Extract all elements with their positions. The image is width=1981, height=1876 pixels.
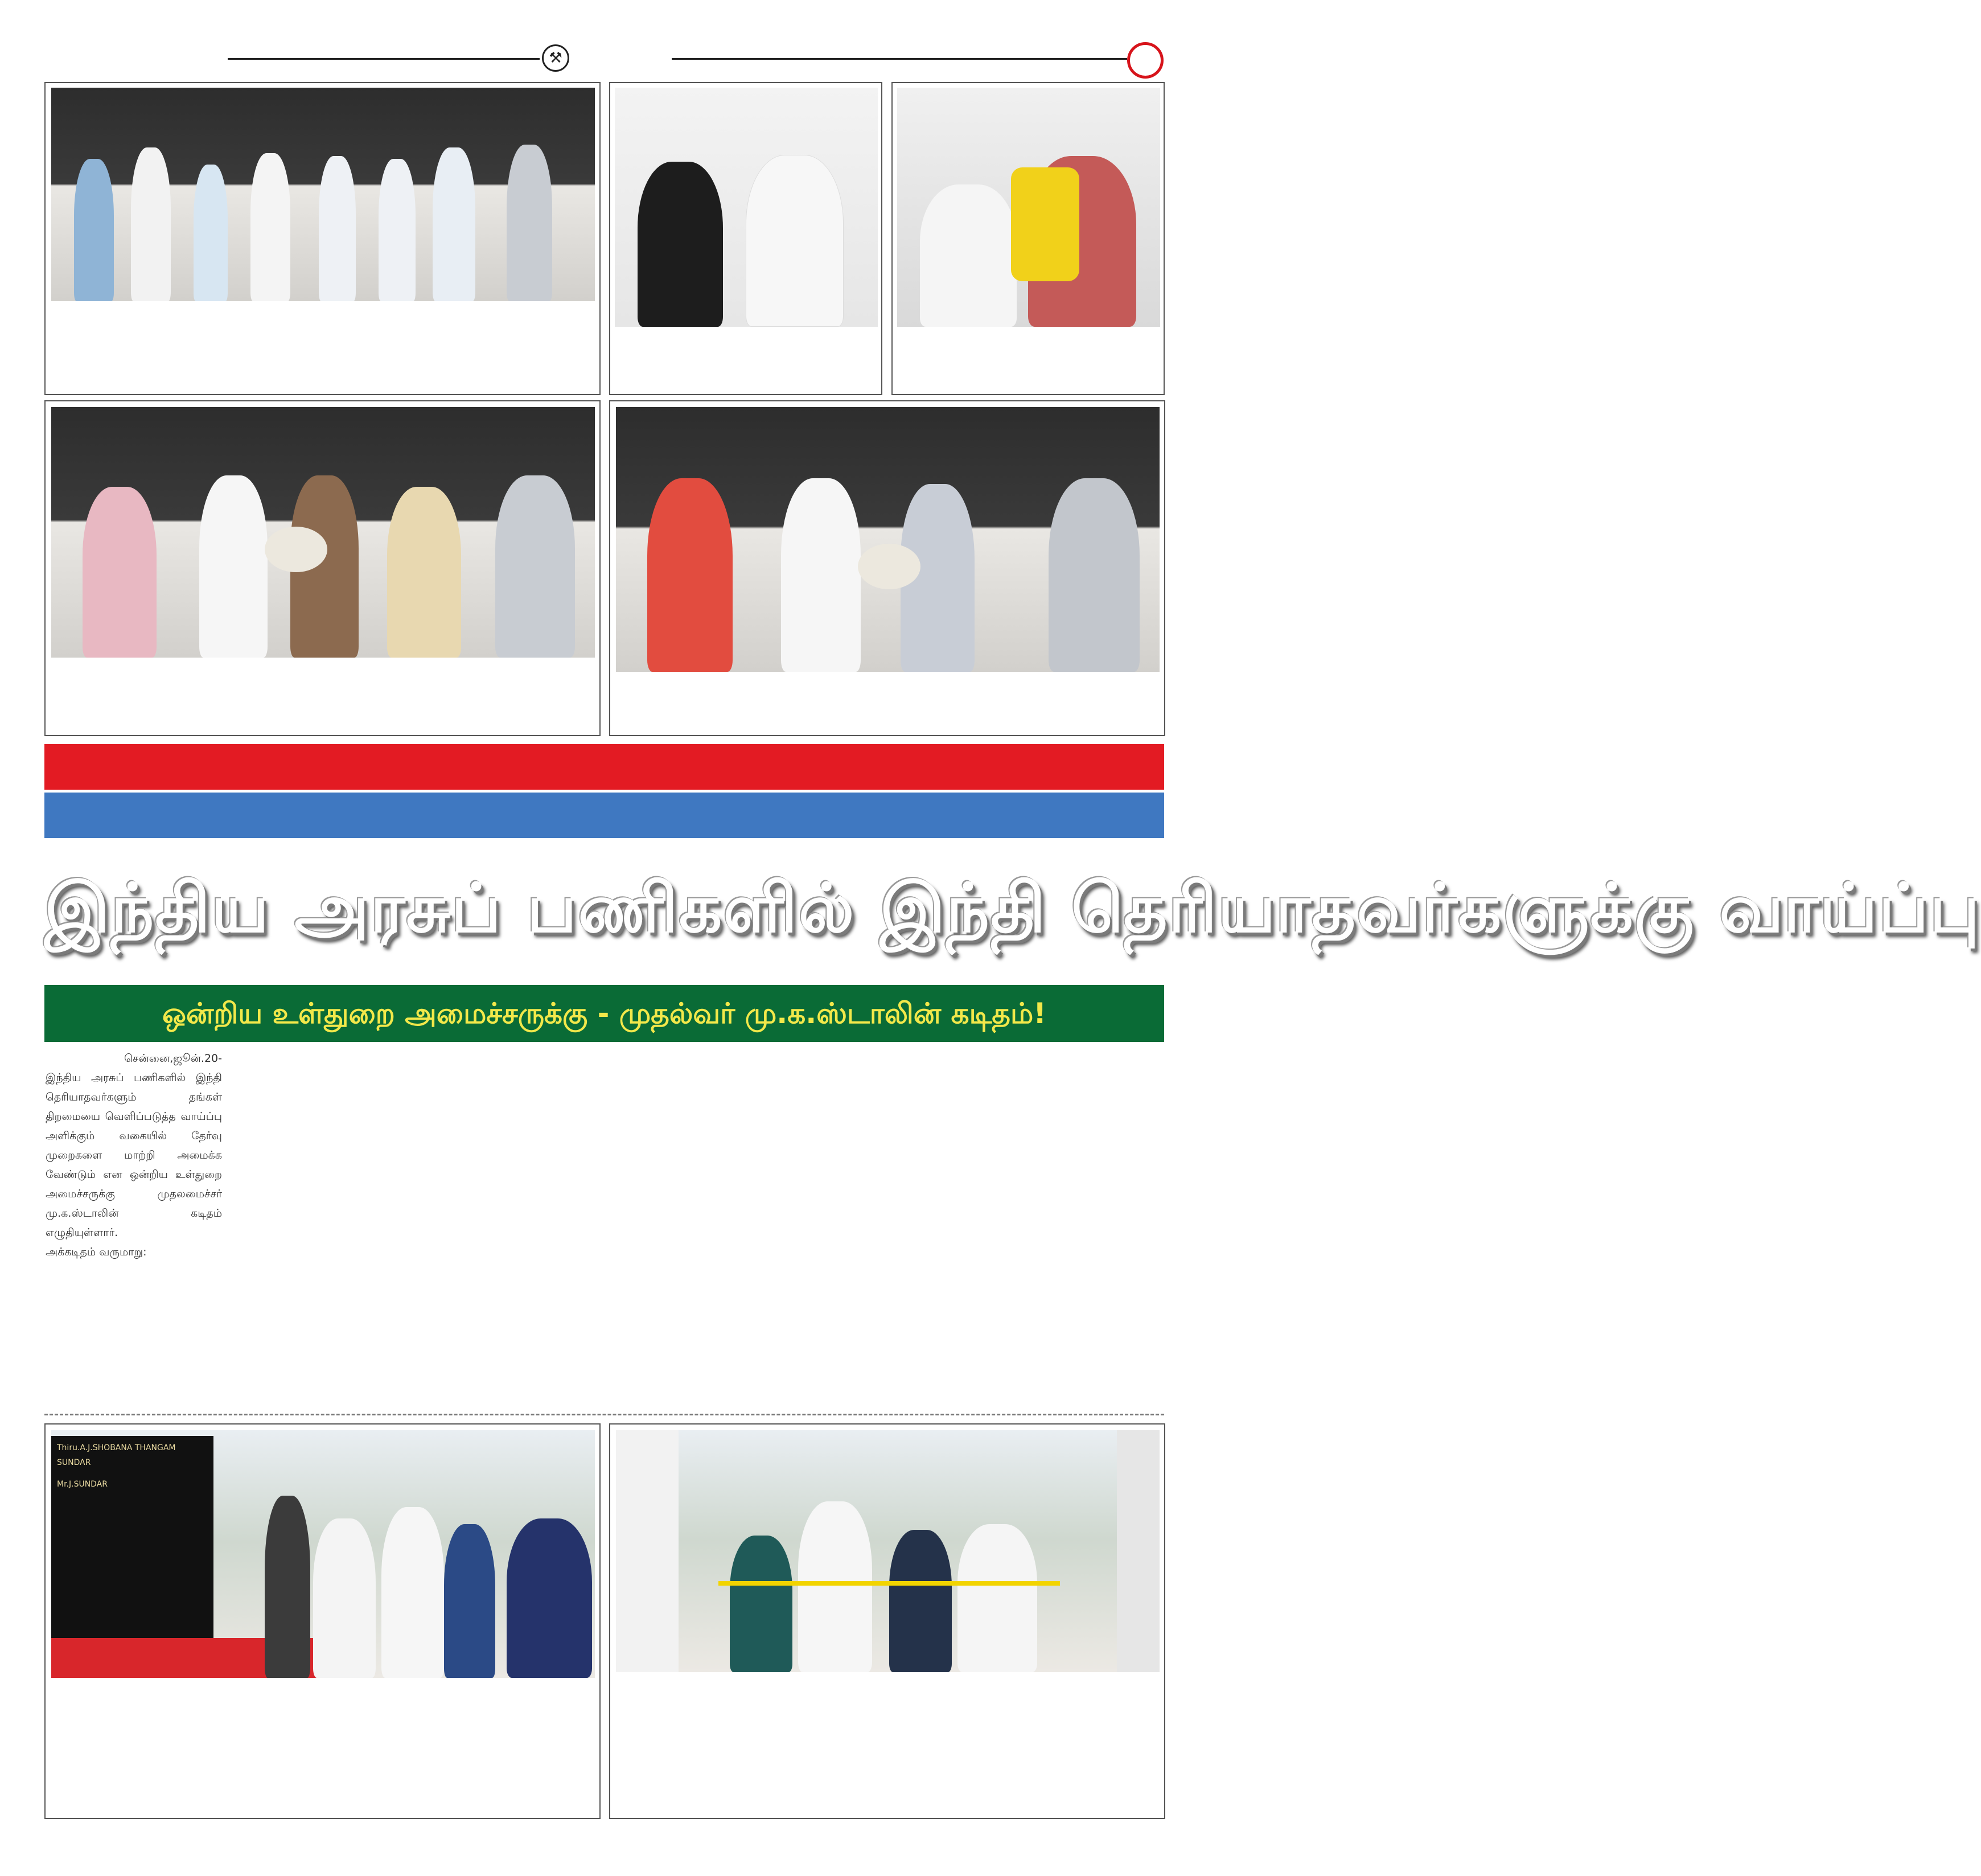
photo-frame-ribbon-cutting (609, 1423, 1165, 1819)
award-photo-two (616, 407, 1160, 672)
article-subheadline: ஒன்றிய உள்துறை அமைச்சருக்கு - முதல்வர் மு.க.ஸ்டாலின் கடிதம்! (44, 985, 1164, 1042)
blue-band (44, 793, 1164, 838)
plaque-line-two: Mr.J.SUNDAR (57, 1480, 108, 1489)
award-photo-one (51, 407, 595, 658)
photo-frame-group-handover (44, 82, 601, 395)
article-body (46, 1049, 222, 1262)
plaque-line-one: Thiru.A.J.SHOBANA THANGAM SUNDAR (57, 1443, 176, 1467)
article-continuation: அக்கடிதம் வருமாறு: (46, 1246, 147, 1258)
felicitation-photo (897, 88, 1160, 327)
photo-frame-felicitation (891, 82, 1165, 395)
red-circle-icon (1127, 42, 1164, 79)
group-photo (51, 88, 595, 301)
photo-frame-award-two (609, 400, 1165, 736)
article-dateline: சென்னை,ஜூன்.20- (124, 1052, 222, 1065)
plaque-unveiling-photo (51, 1430, 595, 1678)
article-paragraph: இந்திய அரசுப் பணிகளில் இந்தி தெரியாதவர்களும் தங்கள் திறமையை வெளிப்படுத்த வாய்ப்பு அளிக்கும் வகையில் தேர்வு முறைகளை மாற்றி அமைக்க வேண்டும் என ஒன்றிய உள்துறை அமைச்சருக்கு முதலமைச்சர் மு.க.ஸ்டாலின் கடிதம் எழுதியுள்ளார். (46, 1072, 222, 1239)
ribbon-cutting-photo (616, 1430, 1160, 1672)
masthead-rule-left (228, 58, 540, 60)
photo-frame-plaque-unveiling (44, 1423, 601, 1819)
photo-frame-award-one (44, 400, 601, 736)
inauguration-plaque (51, 1436, 213, 1658)
bull-emblem-icon: ⚒ (542, 44, 569, 72)
photo-frame-two-persons (609, 82, 882, 395)
section-divider (44, 1414, 1164, 1415)
article-headline: இந்திய அரசுப் பணிகளில் இந்தி தெரியாதவர்களுக்கு வாய்ப்பு (44, 869, 1981, 947)
masthead-rule-right (672, 58, 1127, 60)
red-band (44, 744, 1164, 790)
two-person-photo (615, 88, 878, 327)
ribbon (718, 1581, 1060, 1586)
